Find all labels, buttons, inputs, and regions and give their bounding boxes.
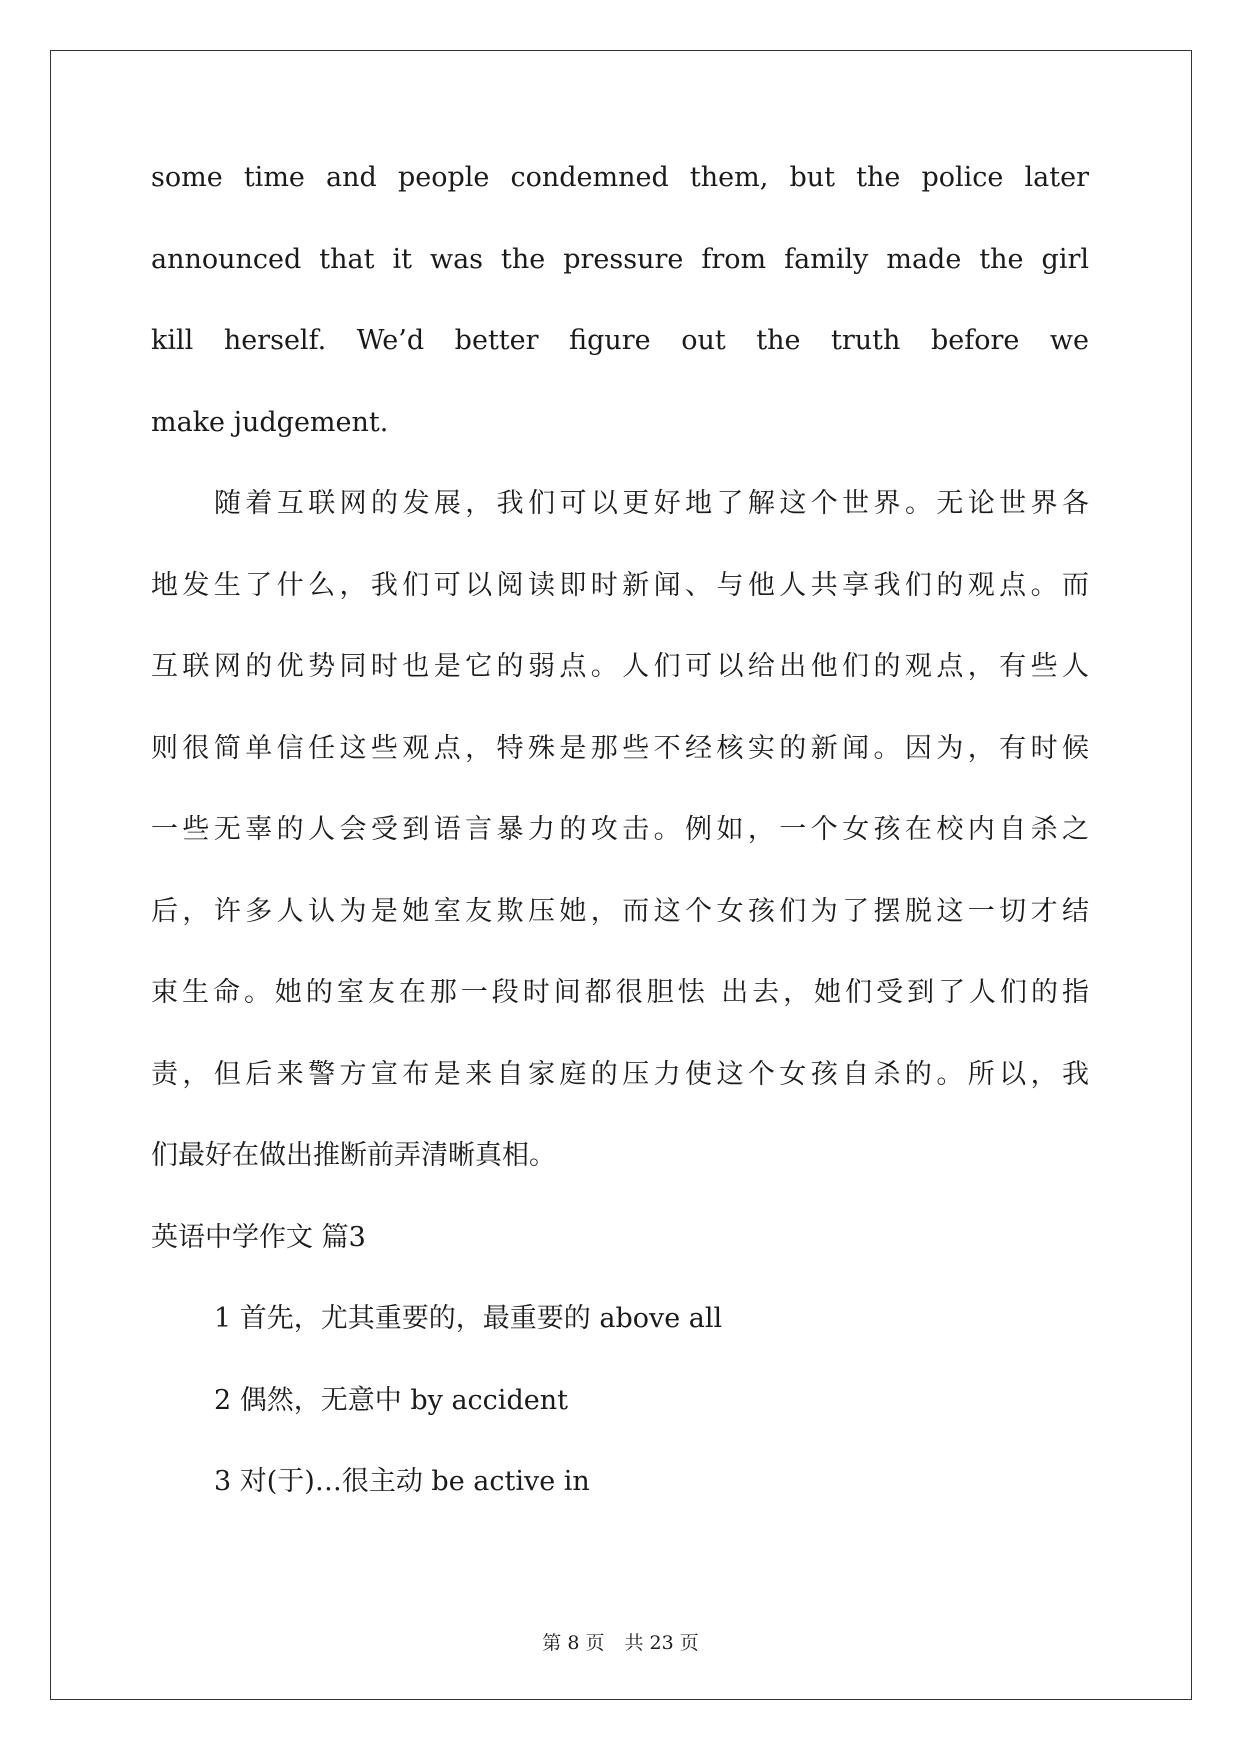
chinese-line: 则很简单信任这些观点，特殊是那些不经核实的新闻。因为，有时候 — [151, 732, 1089, 764]
english-line: make judgement. — [151, 406, 389, 438]
chinese-line: 一些无辜的人会受到语言暴力的攻击。例如，一个女孩在校内自杀之 — [151, 814, 1089, 845]
page-total: 共 23 页 — [624, 1632, 699, 1654]
phrase-item: 1 首先，尤其重要的，最重要的 above all — [214, 1303, 723, 1334]
english-line: announced that it was the pressure from family made the girl — [151, 243, 1089, 275]
chinese-line: 们最好在做出推断前弄清晰真相。 — [151, 1140, 556, 1171]
page-footer — [0, 1628, 1241, 1655]
chinese-line: 地发生了什么，我们可以阅读即时新闻、与他人共享我们的观点。而 — [151, 569, 1089, 601]
phrase-item: 3 对(于)…很主动 be active in — [214, 1466, 590, 1497]
chinese-line: 后，许多人认为是她室友欺压她，而这个女孩们为了摆脱这一切才结 — [151, 895, 1089, 927]
phrase-item: 2 偶然，无意中 by accident — [214, 1384, 568, 1416]
chinese-line: 责，但后来警方宣布是来自家庭的压力使这个女孩自杀的。所以，我 — [151, 1058, 1089, 1090]
english-line: kill herself. We’d better figure out the truth before we — [151, 325, 1089, 356]
page-number: 第 8 页 — [542, 1632, 605, 1654]
chinese-line: 互联网的优势同时也是它的弱点。人们可以给出他们的观点，有些人 — [151, 651, 1089, 682]
chinese-line: 束生命。她的室友在那一段时间都很胆怯 出去，她们受到了人们的指 — [151, 977, 1089, 1008]
section-heading: 英语中学作文 篇3 — [151, 1221, 366, 1253]
chinese-line: 随着互联网的发展，我们可以更好地了解这个世界。无论世界各 — [214, 488, 1089, 519]
document-body — [151, 160, 1089, 1546]
english-line: some time and people condemned them, but the police later — [151, 162, 1089, 193]
